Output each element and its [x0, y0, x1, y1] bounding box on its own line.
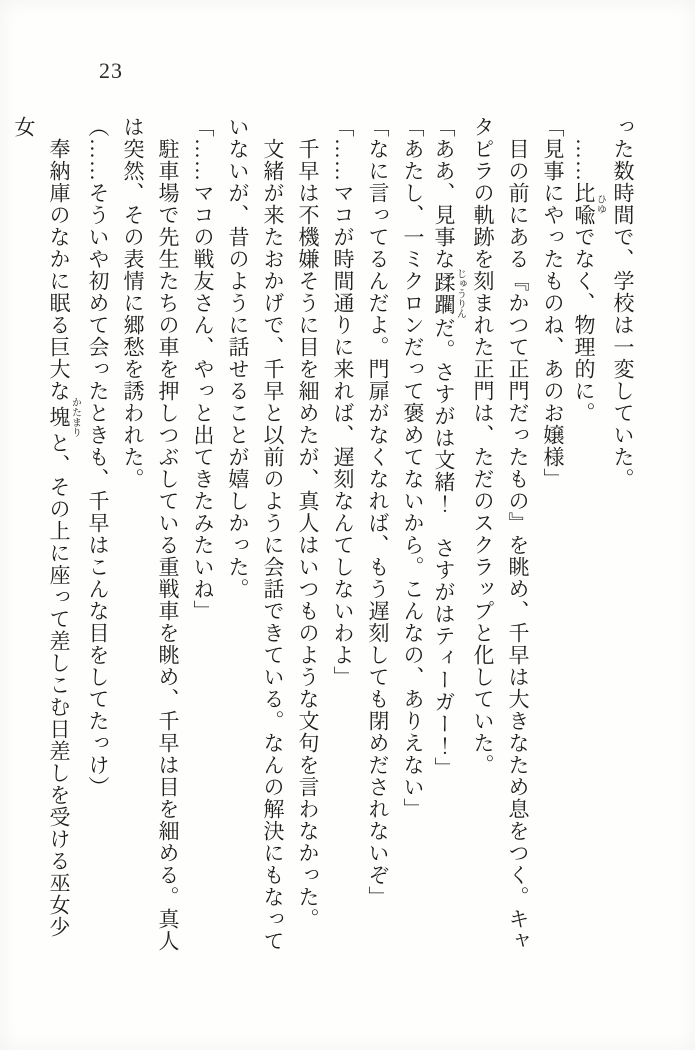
- text-line: 「なに言ってるんだよ。門扉がなくなれば、もう遅刻しても閉めだされないぞ」: [366, 116, 390, 908]
- text-line: 「あたし、一ミクロンだって褒めてないから。こんなの、ありえない」: [401, 116, 425, 820]
- text-line: 「……マコの戦友さん、やっと出てきたみたいね」: [191, 116, 215, 622]
- text-line: 「ああ、見事な蹂躙じゅうりんだ。さすがは文緒！ さすがはティーガー！」: [432, 116, 466, 779]
- text-line: 奉納庫のなかに眠る巨大な塊かたまりと、その上に座って差しこむ日差しを受ける巫女少女: [12, 116, 81, 938]
- text-line: 駐車場で先生たちの車を押しつぶしている重戦車を眺め、千早は目を細める。真人: [156, 138, 180, 952]
- text-line: 文緒が来たおかげで、千早と以前のように会話できている。なんの解決にもなって: [261, 138, 285, 952]
- text-block: [12, 116, 640, 952]
- text-line: タピラの軌跡を刻まれた正門は、ただのスクラップと化していた。: [471, 116, 495, 776]
- text-line: いないが、昔のように話せることが嬉しかった。: [226, 116, 250, 600]
- furigana-ruby: 蹂躙じゅうりん: [432, 268, 466, 319]
- furigana-ruby: 塊かたまり: [47, 397, 81, 437]
- text-line: （……そういや初めて会ったときも、千早はこんな目をしてたっけ）: [86, 116, 110, 798]
- text-line: 「見事にやったものね、あのお嬢様」: [541, 116, 565, 490]
- text-line: は突然、その表情に郷愁を誘われた。: [121, 116, 145, 490]
- text-line: ……比喩ひゆでなく、物理的に。: [572, 138, 606, 424]
- text-line: 千早は不機嫌そうに目を細めたが、真人はいつものような文句を言わなかった。: [296, 138, 320, 930]
- text-line: った数時間で、学校は一変していた。: [611, 116, 635, 490]
- page-number: 23: [99, 58, 123, 83]
- text-line: 目の前にある『かつて正門だったもの』を眺め、千早は大きなため息をつく。キャ: [506, 138, 530, 952]
- text-line: 「……マコが時間通りに来れば、遅刻なんてしないわよ」: [331, 116, 355, 688]
- furigana-ruby: 比喩ひゆ: [572, 182, 606, 226]
